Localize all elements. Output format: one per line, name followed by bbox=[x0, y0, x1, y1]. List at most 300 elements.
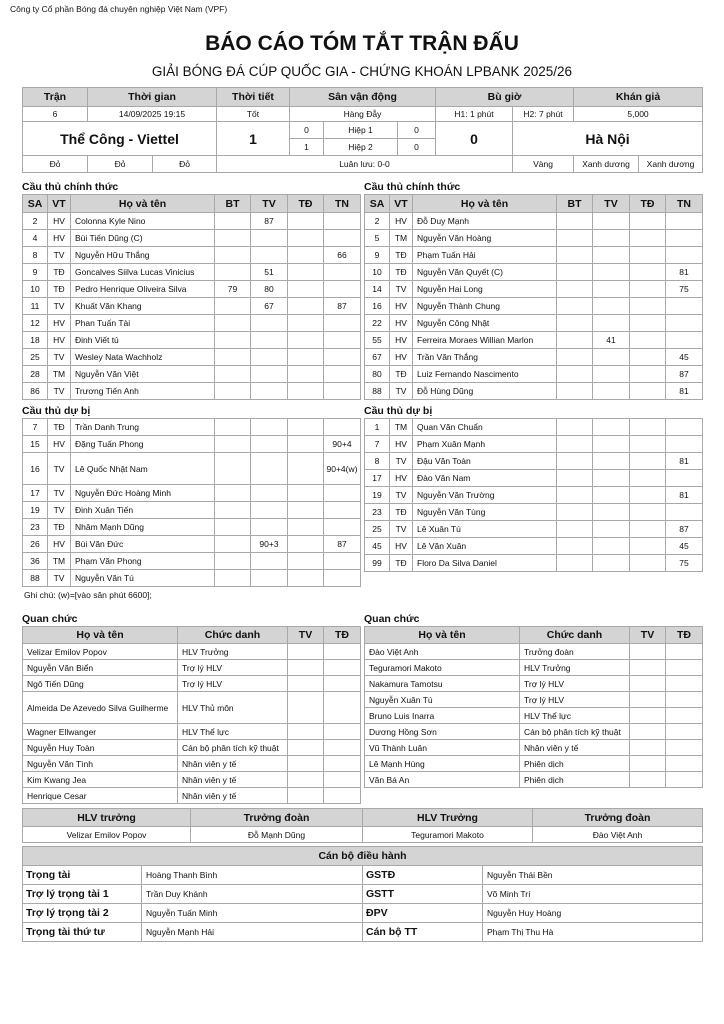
position: HV bbox=[390, 315, 413, 332]
player-row bbox=[365, 521, 703, 538]
shirt-number: 19 bbox=[23, 502, 48, 519]
red-card bbox=[288, 536, 324, 553]
goal: 79 bbox=[215, 281, 251, 298]
red-card bbox=[630, 213, 666, 230]
yellow-card bbox=[288, 756, 324, 772]
official-name: Phạm Thị Thu Hà bbox=[483, 923, 703, 942]
shirt-number: 8 bbox=[23, 247, 48, 264]
substitution bbox=[666, 298, 703, 315]
official-name: Henrique Cesar bbox=[23, 788, 178, 804]
shirt-number: 7 bbox=[365, 436, 390, 453]
shirt-number: 99 bbox=[365, 555, 390, 572]
player-name: Nguyễn Văn Hoàng bbox=[413, 230, 557, 247]
player-row bbox=[365, 315, 703, 332]
yellow-card bbox=[251, 485, 288, 502]
goal bbox=[215, 315, 251, 332]
col-header-official-name: Họ và tên bbox=[365, 627, 520, 644]
home-kit-color: Đỏ bbox=[88, 156, 153, 173]
player-row bbox=[365, 230, 703, 247]
player-name: Colonna Kyle Nino bbox=[71, 213, 215, 230]
official-name: Lê Mạnh Hùng bbox=[365, 756, 520, 772]
referee-row bbox=[23, 904, 703, 923]
away-officials-title: Quan chức bbox=[364, 613, 420, 625]
player-name: Đặng Tuấn Phong bbox=[71, 436, 215, 453]
team-leaders-table bbox=[22, 808, 703, 843]
goal bbox=[557, 521, 593, 538]
yellow-card bbox=[251, 349, 288, 366]
role-label: Trợ lý trọng tài 2 bbox=[23, 904, 142, 923]
red-card bbox=[630, 504, 666, 521]
match-info-table bbox=[22, 87, 703, 173]
player-row bbox=[23, 519, 361, 536]
red-card bbox=[324, 676, 361, 692]
goal bbox=[215, 264, 251, 281]
yellow-card bbox=[251, 436, 288, 453]
shirt-number: 2 bbox=[365, 213, 390, 230]
player-name: Đinh Xuân Tiến bbox=[71, 502, 215, 519]
player-name: Bùi Tiến Dũng (C) bbox=[71, 230, 215, 247]
yellow-card: 80 bbox=[251, 281, 288, 298]
col-header-player-name: Họ và tên bbox=[413, 195, 557, 213]
player-name: Đỗ Hùng Dũng bbox=[413, 383, 557, 400]
yellow-card bbox=[288, 692, 324, 724]
substitution bbox=[666, 230, 703, 247]
position: TV bbox=[390, 281, 413, 298]
player-row bbox=[23, 536, 361, 553]
official-row bbox=[23, 788, 361, 804]
player-name: Nguyễn Văn Tú bbox=[71, 570, 215, 587]
official-role: Phiên dịch bbox=[520, 756, 630, 772]
yellow-card bbox=[251, 553, 288, 570]
official-row bbox=[23, 692, 361, 724]
player-name: Pedro Henrique Oliveira Silva bbox=[71, 281, 215, 298]
match-datetime: 14/09/2025 19:15 bbox=[88, 107, 217, 122]
yellow-card bbox=[251, 247, 288, 264]
position: TV bbox=[390, 383, 413, 400]
position: HV bbox=[390, 332, 413, 349]
position: TV bbox=[48, 298, 71, 315]
player-name: Trương Tiến Anh bbox=[71, 383, 215, 400]
shirt-number: 16 bbox=[365, 298, 390, 315]
position: HV bbox=[48, 213, 71, 230]
position: TĐ bbox=[48, 519, 71, 536]
player-row bbox=[23, 264, 361, 281]
yellow-card bbox=[630, 724, 666, 740]
red-card bbox=[288, 264, 324, 281]
official-row bbox=[23, 740, 361, 756]
official-name: Hoàng Thanh Bình bbox=[142, 866, 363, 885]
away-officials-table bbox=[364, 626, 703, 788]
player-name: Wesley Nata Wachholz bbox=[71, 349, 215, 366]
player-name: Nguyễn Văn Tùng bbox=[413, 504, 557, 521]
shirt-number: 7 bbox=[23, 419, 48, 436]
tournament-subtitle: GIẢI BÓNG ĐÁ CÚP QUỐC GIA - CHỨNG KHOÁN LPBANK 2025/26 bbox=[151, 64, 573, 79]
position: TV bbox=[48, 485, 71, 502]
goal bbox=[215, 485, 251, 502]
official-role: HLV Trưởng bbox=[178, 644, 288, 660]
red-card bbox=[630, 230, 666, 247]
yellow-card bbox=[251, 519, 288, 536]
red-card bbox=[288, 366, 324, 383]
official-name: Đào Việt Anh bbox=[365, 644, 520, 660]
shirt-number: 88 bbox=[23, 570, 48, 587]
red-card bbox=[666, 740, 703, 756]
player-row bbox=[365, 453, 703, 470]
yellow-card bbox=[593, 366, 630, 383]
position: TĐ bbox=[48, 264, 71, 281]
home-subs-title: Cầu thủ dự bị bbox=[22, 405, 91, 417]
yellow-card bbox=[593, 281, 630, 298]
position: TĐ bbox=[390, 366, 413, 383]
home-officials-table bbox=[22, 626, 361, 804]
player-name: Quan Văn Chuẩn bbox=[413, 419, 557, 436]
red-card bbox=[288, 485, 324, 502]
shirt-number: 80 bbox=[365, 366, 390, 383]
official-name: Nguyễn Văn Biển bbox=[23, 660, 178, 676]
position: TĐ bbox=[390, 247, 413, 264]
goal bbox=[557, 453, 593, 470]
away-subs-title: Cầu thủ dự bị bbox=[364, 405, 433, 417]
yellow-card: 90+3 bbox=[251, 536, 288, 553]
red-card bbox=[288, 553, 324, 570]
red-card bbox=[666, 692, 703, 708]
report-title: BÁO CÁO TÓM TẮT TRẬN ĐẤU bbox=[205, 32, 519, 55]
official-role: Trợ lý HLV bbox=[178, 676, 288, 692]
player-name: Goncalves Siilva Lucas Vinicius bbox=[71, 264, 215, 281]
stoppage-h1: H1: 1 phút bbox=[436, 107, 513, 122]
goal bbox=[557, 213, 593, 230]
player-row bbox=[23, 366, 361, 383]
goal bbox=[557, 383, 593, 400]
shirt-number: 26 bbox=[23, 536, 48, 553]
player-name: Phạm Tuấn Hải bbox=[413, 247, 557, 264]
red-card bbox=[630, 521, 666, 538]
substitution bbox=[666, 247, 703, 264]
header-weather: Thời tiết bbox=[217, 88, 290, 107]
official-row bbox=[23, 756, 361, 772]
red-card bbox=[630, 419, 666, 436]
red-card bbox=[324, 772, 361, 788]
substitution bbox=[324, 332, 361, 349]
away-team: Hà Nội bbox=[513, 122, 703, 156]
col-header-official-role: Chức danh bbox=[520, 627, 630, 644]
player-name: Nguyễn Hai Long bbox=[413, 281, 557, 298]
home-starters-title: Cầu thủ chính thức bbox=[22, 181, 119, 193]
weather: Tốt bbox=[217, 107, 290, 122]
yellow-card bbox=[593, 538, 630, 555]
position: TV bbox=[48, 247, 71, 264]
shirt-number: 86 bbox=[23, 383, 48, 400]
player-row bbox=[23, 281, 361, 298]
position: TV bbox=[48, 383, 71, 400]
red-card bbox=[288, 230, 324, 247]
official-name: Velizar Emilov Popov bbox=[23, 644, 178, 660]
yellow-card bbox=[251, 383, 288, 400]
yellow-card: 41 bbox=[593, 332, 630, 349]
player-row bbox=[23, 436, 361, 453]
player-name: Nguyễn Thành Chung bbox=[413, 298, 557, 315]
position: TĐ bbox=[390, 504, 413, 521]
shirt-number: 9 bbox=[365, 247, 390, 264]
yellow-card bbox=[630, 676, 666, 692]
shirt-number: 15 bbox=[23, 436, 48, 453]
goal bbox=[557, 504, 593, 521]
shirt-number: 1 bbox=[365, 419, 390, 436]
home-h2-score: 1 bbox=[290, 139, 324, 156]
official-row bbox=[365, 660, 703, 676]
position: HV bbox=[48, 536, 71, 553]
player-name: Ferreira Moraes Willian Marlon bbox=[413, 332, 557, 349]
player-row bbox=[23, 213, 361, 230]
goal bbox=[215, 349, 251, 366]
yellow-card bbox=[630, 660, 666, 676]
red-card bbox=[630, 470, 666, 487]
official-row bbox=[23, 676, 361, 692]
position: TV bbox=[48, 502, 71, 519]
yellow-card bbox=[593, 315, 630, 332]
shirt-number: 5 bbox=[365, 230, 390, 247]
yellow-card bbox=[630, 772, 666, 788]
official-role: HLV Trưởng bbox=[520, 660, 630, 676]
substitution: 90+4(w) bbox=[324, 453, 361, 485]
col-header-yellow-card: TV bbox=[251, 195, 288, 213]
position: TM bbox=[48, 366, 71, 383]
red-card bbox=[288, 315, 324, 332]
position: HV bbox=[48, 332, 71, 349]
substitution bbox=[324, 230, 361, 247]
player-row bbox=[23, 553, 361, 570]
red-card bbox=[630, 349, 666, 366]
player-row bbox=[365, 247, 703, 264]
goal bbox=[557, 281, 593, 298]
red-card bbox=[666, 772, 703, 788]
shirt-number: 28 bbox=[23, 366, 48, 383]
player-name: Phạm Xuân Mạnh bbox=[413, 436, 557, 453]
substitution: 75 bbox=[666, 281, 703, 298]
away-kit-color: Vàng bbox=[513, 156, 574, 173]
shirt-number: 2 bbox=[23, 213, 48, 230]
header-stadium: Sân vận động bbox=[290, 88, 436, 107]
red-card bbox=[666, 660, 703, 676]
official-row bbox=[23, 772, 361, 788]
red-card bbox=[630, 538, 666, 555]
official-role: HLV Thủ môn bbox=[178, 692, 288, 724]
player-row bbox=[23, 570, 361, 587]
position: HV bbox=[390, 470, 413, 487]
yellow-card bbox=[593, 298, 630, 315]
red-card bbox=[630, 453, 666, 470]
official-name: Nguyễn Mạnh Hải bbox=[142, 923, 363, 942]
yellow-card: 67 bbox=[251, 298, 288, 315]
red-card bbox=[288, 332, 324, 349]
position: HV bbox=[48, 315, 71, 332]
col-header-shirt-number: SA bbox=[23, 195, 48, 213]
red-card bbox=[288, 298, 324, 315]
shirt-number: 22 bbox=[365, 315, 390, 332]
role-label: GSTT bbox=[363, 885, 483, 904]
substitution: 45 bbox=[666, 349, 703, 366]
away-score: 0 bbox=[436, 122, 513, 156]
player-row bbox=[365, 504, 703, 521]
player-name: Nguyễn Văn Trường bbox=[413, 487, 557, 504]
player-name: Lê Văn Xuân bbox=[413, 538, 557, 555]
player-name: Trần Danh Trung bbox=[71, 419, 215, 436]
shirt-number: 17 bbox=[23, 485, 48, 502]
official-name: Nguyễn Xuân Tú bbox=[365, 692, 520, 708]
red-card bbox=[288, 247, 324, 264]
role-label: Cán bộ TT bbox=[363, 923, 483, 942]
substitution bbox=[324, 383, 361, 400]
player-row bbox=[365, 419, 703, 436]
red-card bbox=[324, 788, 361, 804]
shirt-number: 10 bbox=[23, 281, 48, 298]
goal bbox=[557, 419, 593, 436]
red-card bbox=[630, 436, 666, 453]
player-row bbox=[365, 349, 703, 366]
yellow-card bbox=[593, 487, 630, 504]
position: TV bbox=[390, 487, 413, 504]
official-name: Dương Hồng Sơn bbox=[365, 724, 520, 740]
official-role: Trợ lý HLV bbox=[520, 676, 630, 692]
substitution bbox=[666, 436, 703, 453]
goal bbox=[215, 502, 251, 519]
position: HV bbox=[48, 230, 71, 247]
goal bbox=[557, 315, 593, 332]
official-role: Trợ lý HLV bbox=[520, 692, 630, 708]
substitution: 81 bbox=[666, 487, 703, 504]
yellow-card: 51 bbox=[251, 264, 288, 281]
goal bbox=[215, 536, 251, 553]
substitution bbox=[324, 281, 361, 298]
home-team: Thể Công - Viettel bbox=[23, 122, 217, 156]
player-row bbox=[23, 453, 361, 485]
player-row bbox=[365, 213, 703, 230]
yellow-card bbox=[593, 213, 630, 230]
yellow-card bbox=[593, 349, 630, 366]
yellow-card bbox=[630, 692, 666, 708]
player-row bbox=[365, 383, 703, 400]
player-name: Đào Văn Nam bbox=[413, 470, 557, 487]
player-name: Bùi Văn Đức bbox=[71, 536, 215, 553]
player-row bbox=[365, 436, 703, 453]
red-card bbox=[324, 644, 361, 660]
yellow-card bbox=[593, 383, 630, 400]
col-header-yellow-card: TV bbox=[593, 195, 630, 213]
away-h2-score: 0 bbox=[398, 139, 436, 156]
away-subs-table bbox=[364, 418, 703, 572]
official-role: Trợ lý HLV bbox=[178, 660, 288, 676]
away-starters-title: Cầu thủ chính thức bbox=[364, 181, 461, 193]
home-kit-color: Đỏ bbox=[23, 156, 88, 173]
official-row bbox=[23, 724, 361, 740]
substitution bbox=[324, 349, 361, 366]
referee-row bbox=[23, 866, 703, 885]
yellow-card bbox=[593, 230, 630, 247]
goal bbox=[557, 470, 593, 487]
away-team-leader-label: Trưởng đoàn bbox=[533, 809, 703, 827]
yellow-card bbox=[288, 660, 324, 676]
position: TV bbox=[48, 570, 71, 587]
away-head-coach: Teguramori Makoto bbox=[363, 827, 533, 843]
header-stoppage: Bù giờ bbox=[436, 88, 574, 107]
header-match: Trận bbox=[23, 88, 88, 107]
yellow-card bbox=[288, 772, 324, 788]
player-name: Nguyễn Văn Quyết (C) bbox=[413, 264, 557, 281]
substitution: 45 bbox=[666, 538, 703, 555]
official-name: Almeida De Azevedo Silva Guilherme bbox=[23, 692, 178, 724]
goal bbox=[215, 298, 251, 315]
position: TM bbox=[390, 230, 413, 247]
official-name: Nguyễn Tuấn Minh bbox=[142, 904, 363, 923]
red-card bbox=[324, 660, 361, 676]
official-name: Văn Bá An bbox=[365, 772, 520, 788]
player-name: Đậu Văn Toàn bbox=[413, 453, 557, 470]
home-h1-score: 0 bbox=[290, 122, 324, 139]
col-header-position: VT bbox=[48, 195, 71, 213]
position: TV bbox=[48, 453, 71, 485]
home-starters-table bbox=[22, 194, 361, 400]
player-row bbox=[23, 419, 361, 436]
official-name: Kim Kwang Jea bbox=[23, 772, 178, 788]
home-team-leader: Đỗ Mạnh Dũng bbox=[191, 827, 363, 843]
role-label: Trọng tài bbox=[23, 866, 142, 885]
goal bbox=[215, 419, 251, 436]
substitution bbox=[324, 213, 361, 230]
player-name: Nguyễn Công Nhật bbox=[413, 315, 557, 332]
match-officials-title: Cán bộ điều hành bbox=[23, 847, 703, 866]
goal bbox=[557, 366, 593, 383]
player-row bbox=[23, 315, 361, 332]
shirt-number: 67 bbox=[365, 349, 390, 366]
col-header-red-card: TĐ bbox=[630, 195, 666, 213]
half1-label: Hiệp 1 bbox=[324, 122, 398, 139]
player-row bbox=[365, 298, 703, 315]
goal bbox=[557, 230, 593, 247]
official-role: Cán bộ phân tích kỹ thuật bbox=[520, 724, 630, 740]
player-row bbox=[365, 555, 703, 572]
attendance: 5,000 bbox=[574, 107, 703, 122]
official-name: Võ Minh Trí bbox=[483, 885, 703, 904]
goal bbox=[557, 264, 593, 281]
substitution: 75 bbox=[666, 555, 703, 572]
player-row bbox=[365, 332, 703, 349]
official-name: Nakamura Tamotsu bbox=[365, 676, 520, 692]
shirt-number: 12 bbox=[23, 315, 48, 332]
position: HV bbox=[48, 436, 71, 453]
yellow-card bbox=[630, 644, 666, 660]
official-name: Vũ Thành Luân bbox=[365, 740, 520, 756]
position: TV bbox=[48, 349, 71, 366]
player-row bbox=[23, 230, 361, 247]
col-header-goal: BT bbox=[557, 195, 593, 213]
home-kit-color: Đỏ bbox=[153, 156, 217, 173]
shirt-number: 55 bbox=[365, 332, 390, 349]
referee-row bbox=[23, 923, 703, 942]
official-row bbox=[365, 708, 703, 724]
position: HV bbox=[390, 213, 413, 230]
red-card bbox=[630, 332, 666, 349]
shirt-number: 19 bbox=[365, 487, 390, 504]
player-name: Đinh Viết tú bbox=[71, 332, 215, 349]
substitution: 81 bbox=[666, 453, 703, 470]
yellow-card bbox=[288, 644, 324, 660]
shirt-number: 8 bbox=[365, 453, 390, 470]
position: TĐ bbox=[48, 419, 71, 436]
home-subs-table bbox=[22, 418, 361, 587]
official-name: Bruno Luis Inarra bbox=[365, 708, 520, 724]
player-name: Lê Quốc Nhật Nam bbox=[71, 453, 215, 485]
position: TV bbox=[390, 453, 413, 470]
